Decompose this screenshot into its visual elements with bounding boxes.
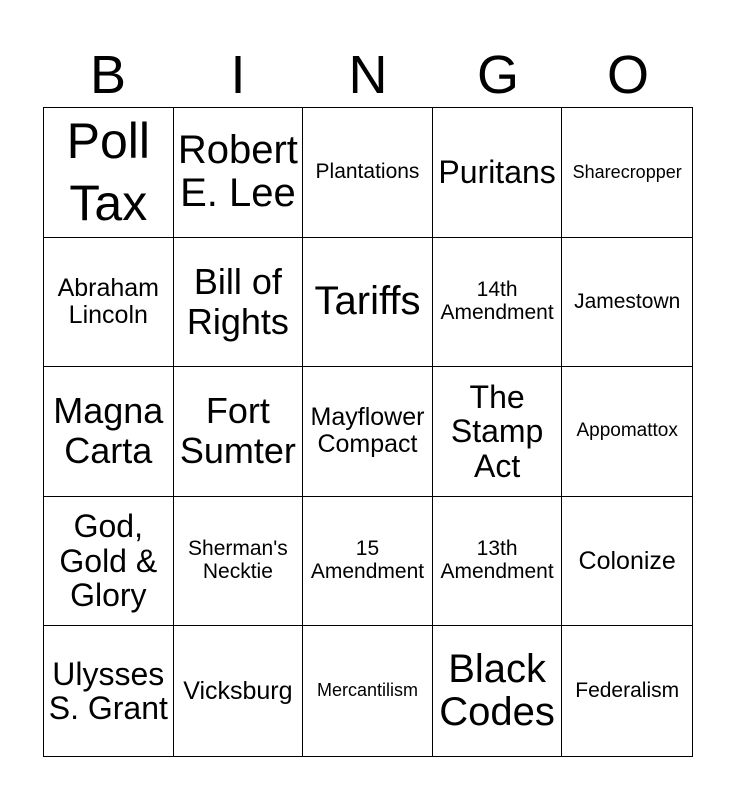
bingo-cell-r3-c1[interactable] [44,367,174,497]
cell-text: Tariffs [314,279,421,324]
cell-text: Fort Sumter [179,390,296,472]
bingo-board [43,107,693,757]
bingo-cell-r5-c5[interactable] [562,626,692,756]
bingo-cell-r2-c1[interactable] [44,238,174,368]
bingo-cell-r3-c4[interactable] [433,367,563,497]
cell-text: Plantations [315,159,420,183]
bingo-cell-r3-c5[interactable] [562,367,692,497]
cell-text: Mayflower Compact [310,403,425,459]
bingo-cell-r2-c5[interactable] [562,238,692,368]
bingo-cell-r4-c1[interactable] [44,497,174,627]
bingo-cell-r5-c3[interactable] [303,626,433,756]
bingo-cell-r3-c3[interactable] [303,367,433,497]
cell-text: Sherman's Necktie [188,537,288,584]
cell-text: The Stamp Act [450,378,544,484]
cell-text: Black Codes [439,647,555,735]
cell-text: Ulysses S. Grant [48,655,168,727]
bingo-cell-r1-c1[interactable] [44,108,174,238]
bingo-cell-r4-c5[interactable] [562,497,692,627]
cell-text: Magna Carta [53,390,164,472]
bingo-cell-r3-c2[interactable] [174,367,304,497]
bingo-cell-r5-c1[interactable] [44,626,174,756]
bingo-cell-r4-c4[interactable] [433,497,563,627]
cell-text: Colonize [578,546,676,575]
bingo-cell-r5-c2[interactable] [174,626,304,756]
cell-text: God, Gold & Glory [59,508,158,614]
cell-text: Jamestown [574,289,681,313]
bingo-cell-r1-c4[interactable] [433,108,563,238]
cell-text: 15 Amendment [310,537,425,584]
header-letter-i: I [230,45,246,105]
header-letter-g: G [476,45,519,105]
cell-text: Robert E. Lee [177,128,298,216]
bingo-header [43,44,693,106]
cell-text: Poll Tax [66,112,150,232]
bingo-cell-r2-c4[interactable] [433,238,563,368]
cell-text: Bill of Rights [186,260,289,342]
bingo-cell-r2-c3[interactable] [303,238,433,368]
bingo-cell-r4-c3[interactable] [303,497,433,627]
bingo-cell-r1-c3[interactable] [303,108,433,238]
bingo-cell-r2-c2[interactable] [174,238,304,368]
cell-text: Puritans [438,154,556,191]
cell-text: Vicksburg [183,676,293,705]
bingo-cell-r4-c2[interactable] [174,497,304,627]
header-letter-o: O [606,45,649,105]
header-letter-n: N [348,45,388,105]
bingo-cell-r1-c2[interactable] [174,108,304,238]
cell-text: 13th Amendment [440,537,554,584]
cell-text: Appomattox [576,420,678,442]
cell-text: Abraham Lincoln [57,273,160,329]
cell-text: Federalism [575,678,680,702]
header-letter-b: B [89,45,127,105]
cell-text: Sharecropper [572,161,682,182]
bingo-cell-r5-c4[interactable] [433,626,563,756]
cell-text: Mercantilism [316,680,418,701]
bingo-cell-r1-c5[interactable] [562,108,692,238]
cell-text: 14th Amendment [440,278,554,324]
